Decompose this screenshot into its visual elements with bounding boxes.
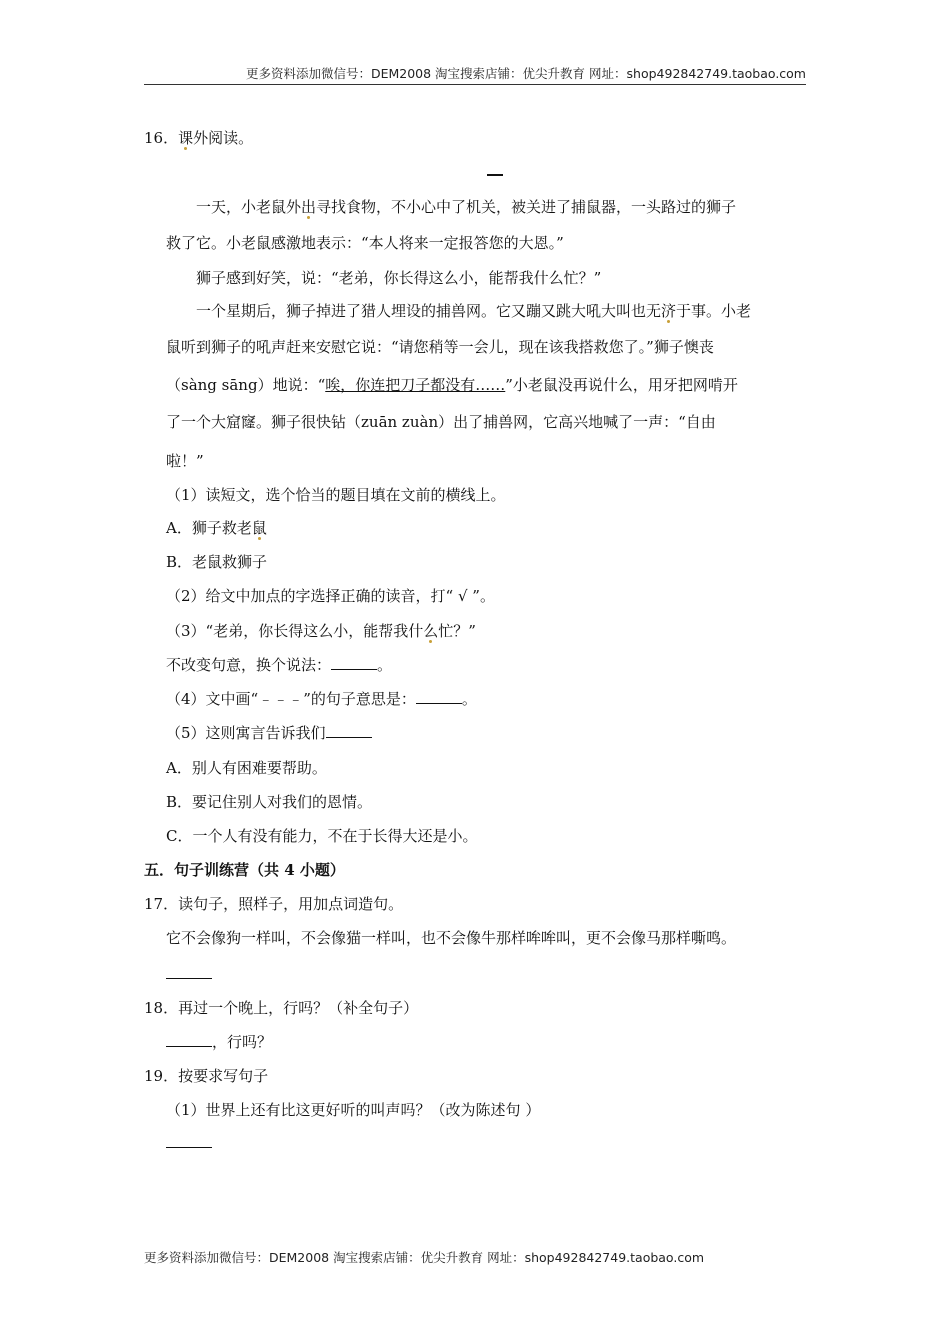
answer-blank[interactable] (166, 1133, 212, 1148)
title-answer-blank (487, 174, 503, 176)
q16-sub3-line2: 不改变句意，换个说法： 。 (166, 656, 393, 674)
dotted-char-chu: 出 (301, 198, 317, 216)
story-line-2: 救了它。小老鼠感激地表示：“本人将来一定报答您的大恩。” (166, 234, 564, 252)
q17-answer (166, 964, 212, 983)
q17-text: 17．读句子，照样子，用加点词造句。 (144, 895, 404, 913)
answer-blank[interactable] (326, 723, 372, 738)
q16-sub5-option-b: B．要记住别人对我们的恩情。 (166, 793, 373, 811)
q16-sub2: （2）给文中加点的字选择正确的读音，打“ √ ”。 (166, 587, 495, 605)
dotted-char-ji: 济 (661, 302, 677, 320)
answer-blank[interactable] (166, 1032, 212, 1047)
answer-blank[interactable] (166, 964, 212, 979)
answer-blank[interactable] (416, 689, 462, 704)
underlined-sentence: 唉，你连把刀子都没有…… (325, 376, 506, 394)
answer-blank[interactable] (331, 655, 377, 670)
header-rule (144, 84, 806, 85)
q16-number: 16． (144, 129, 179, 147)
story-line-1: 一天，小老鼠外出寻找食物，不小心中了机关，被关进了捕鼠器，一头路过的狮子 (196, 198, 737, 216)
q16-sub4: （4）文中画“﹣﹣﹣”的句子意思是： 。 (166, 690, 477, 708)
q16-title-dotted-char: 课 (178, 129, 194, 147)
section5-title: 五．句子训练营（共 4 小题） (144, 861, 345, 879)
page-header: 更多资料添加微信号：DEM2008 淘宝搜索店铺：优尖升教育 网址：shop492842749.taobao.com (245, 66, 806, 81)
q18-answer: ，行吗？ (166, 1031, 272, 1052)
story-line-5: 鼠听到狮子的吼声赶来安慰它说：“请您稍等一会儿，现在该我搭救您了。”狮子懊丧 (166, 338, 714, 356)
q16-sub1: （1）读短文，选个恰当的题目填在文前的横线上。 (166, 486, 506, 504)
q16-sub3: （3）“老弟，你长得这么小，能帮我什么忙？” (166, 622, 476, 640)
story-line-6: （sàng sāng）地说：“唉，你连把刀子都没有……”小老鼠没再说什么，用牙把网啃开 (166, 376, 738, 394)
story-line-4: 一个星期后，狮子掉进了猎人埋设的捕兽网。它又蹦又跳大吼大叫也无济于事。小老 (196, 302, 752, 320)
q16-sub5: （5）这则寓言告诉我们 (166, 722, 372, 743)
q16-sub5-option-c: C．一个人有没有能力，不在于长得大还是小。 (166, 827, 478, 845)
story-line-8: 啦！” (166, 452, 204, 470)
q17-sentence: 它不会像狗一样叫，不会像猫一样叫，也不会像牛那样哞哞叫，更不会像马那样嘶鸣。 (166, 929, 737, 947)
q19-text: 19．按要求写句子 (144, 1067, 269, 1085)
page-footer: 更多资料添加微信号：DEM2008 淘宝搜索店铺：优尖升教育 网址：shop492842749.taobao.com (144, 1250, 705, 1265)
q18-text: 18．再过一个晚上，行吗？（补全句子） (144, 999, 419, 1017)
story-line-3: 狮子感到好笑，说：“老弟，你长得这么小，能帮我什么忙？” (196, 269, 602, 287)
q16-title-text: 外阅读。 (193, 129, 254, 147)
q16-option-b: B．老鼠救狮子 (166, 553, 268, 571)
q16-option-a: A．狮子救老鼠 (166, 519, 267, 537)
q19-answer (166, 1133, 212, 1152)
q19-sub1: （1）世界上还有比这更好听的叫声吗？（改为陈述句 ） (166, 1101, 541, 1119)
story-line-7: 了一个大窟窿。狮子很快钻（zuān zuàn）出了捕兽网，它高兴地喊了一声：“自由 (166, 413, 716, 431)
q16-sub5-option-a: A．别人有困难要帮助。 (166, 759, 327, 777)
q16-title (144, 127, 253, 148)
